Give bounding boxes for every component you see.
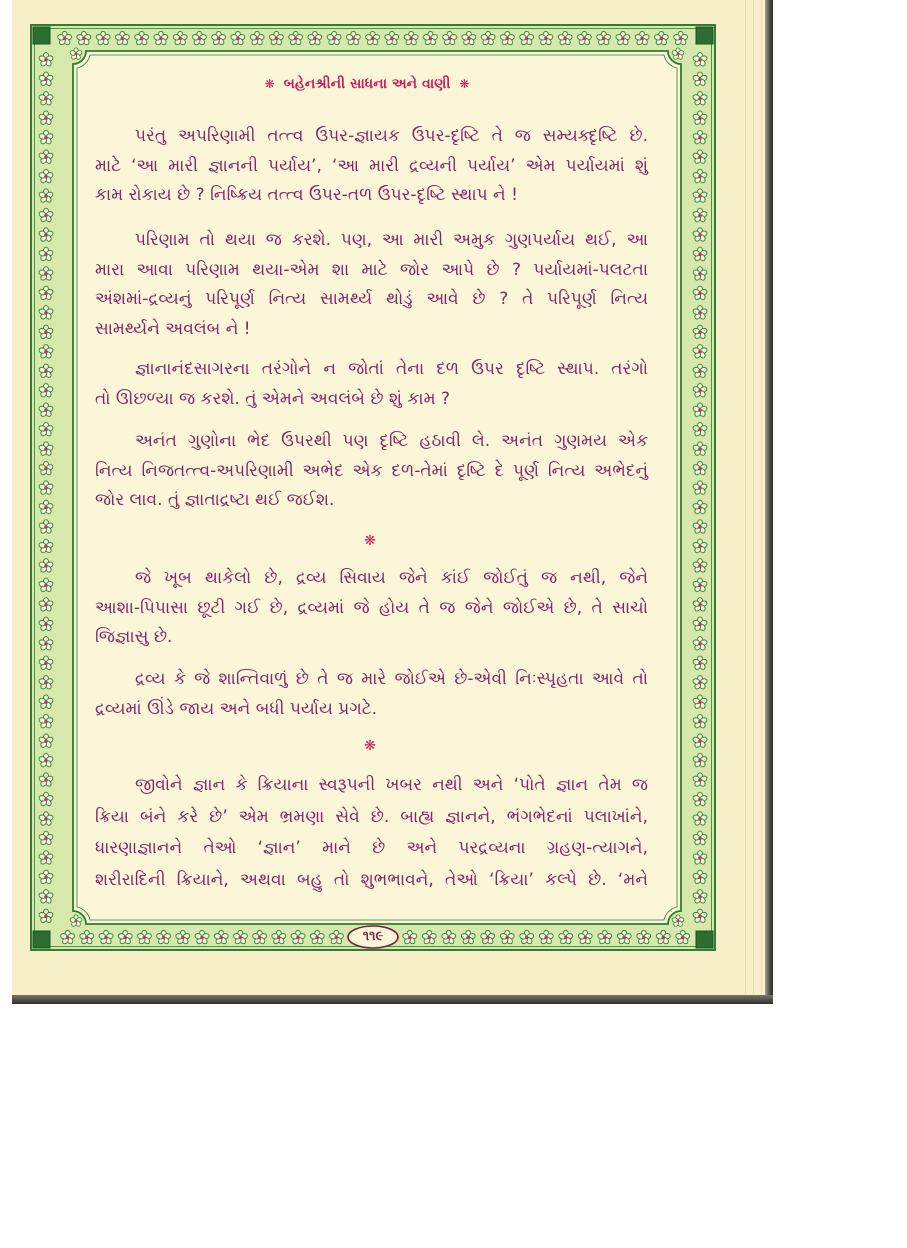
corner-square-top-right <box>696 27 713 44</box>
corner-square-bottom-left <box>33 931 50 948</box>
flower-band-bottom-right <box>400 927 693 948</box>
running-header <box>167 73 567 95</box>
paragraph <box>95 564 648 653</box>
paragraph <box>95 427 648 516</box>
corner-square-bottom-right <box>696 931 713 948</box>
paragraph <box>95 122 648 211</box>
paragraph <box>95 770 648 896</box>
text-line: માટે ‘આ મારી જ્ઞાનની પર્યાય’, ‘આ મારી દ્રવ્યની પર્યાય’ એમ પર્યાયમાં શું <box>95 155 648 176</box>
text-line: નિત્ય નિજતત્ત્વ-અપરિણામી અભેદ એક દળ-તેમાં દૃષ્ટિ દે પૂર્ણ નિત્ય અભેદનું <box>95 460 648 481</box>
flower-band-right <box>689 50 711 926</box>
text-line: ક્રિયા બંને કરે છે’ એમ ભ્રમણા સેવે છે. બાહ્ય જ્ઞાનને, ભંગભેદનાં પલાખાંને, <box>95 806 648 827</box>
text-line: જ્ઞાનાનંદસાગરના તરંગોને ન જોતાં તેના દળ ઉપર દૃષ્ટિ સ્થાપ. તરંગો <box>135 359 648 379</box>
flower-band-left <box>35 50 57 926</box>
text-line: ધારણાજ્ઞાનને તેઓ ‘જ્ઞાન’ માને છે અને પરદ્રવ્યના ગ્રહણ-ત્યાગને, <box>95 838 648 858</box>
text-line: મારા આવા પરિણામ થયા-એમ શા માટે જોર આપે છે ? પર્યાયમાં-પલટતા <box>95 259 648 280</box>
text-line: શરીરાદિની ક્રિયાને, અથવા બહુ તો શુભભાવને, તેઓ ‘ક્રિયા’ કલ્પે છે. ‘મને <box>95 869 648 890</box>
text-line: જિજ્ઞાસુ છે. <box>95 627 173 647</box>
text-line: જે ખૂબ થાકેલો છે, દ્રવ્ય સિવાય જેને કાંઈ જોઈતું જ નથી, જેને <box>135 568 648 588</box>
text-line: જોર લાવ. તું જ્ઞાતાદ્રષ્ટા થઈ જઈશ. <box>95 490 335 510</box>
page-number: ૧૧૯ <box>362 929 384 944</box>
header-ornament-left-icon: ❋ <box>264 77 275 91</box>
text-line: અંશમાં-દ્રવ્યનું પરિપૂર્ણ નિત્ય સામર્થ્ય થોડું આવે છે ? તે પરિપૂર્ણ નિત્ય <box>95 289 648 309</box>
text-line: કામ રોકાય છે ? નિષ્ક્રિય તત્ત્વ ઉપર-તળ ઉપર-દૃષ્ટિ સ્થાપ ને ! <box>95 185 518 205</box>
text-line: સામર્થ્યને અવલંબ ને ! <box>95 318 251 339</box>
text-line: પરંતુ અપરિણામી તત્ત્વ ઉપર-જ્ઞાયક ઉપર-દૃષ્ટિ તે જ સમ્યક્દૃષ્ટિ છે. <box>135 126 648 146</box>
header-title: બહેનશ્રીની સાધના અને વાણી <box>283 76 451 92</box>
text-line: તો ઊછળ્યા જ કરશે. તું એમને અવલંબે છે શું કામ ? <box>95 388 450 409</box>
text-line: જીવોને જ્ઞાન કે ક્રિયાના સ્વરૂપની ખબર નથી અને ‘પોતે જ્ઞાન તેમ જ <box>135 775 648 795</box>
text-line: દ્રવ્યમાં ઊંડે જાય અને બધી પર્યાય પ્રગટે. <box>95 698 378 719</box>
flower-band-top <box>55 28 690 49</box>
text-line: અનંત ગુણોના ભેદ ઉપરથી પણ દૃષ્ટિ હઠાવી લે. અનંત ગુણમય એક <box>135 431 648 451</box>
paragraph <box>95 226 648 344</box>
paragraph <box>95 665 648 724</box>
header-ornament-right-icon: ❋ <box>459 77 470 91</box>
section-separator-icon: ❋ <box>364 533 376 549</box>
text-line: દ્રવ્ય કે જે શાન્તિવાળું છે તે જ મારે જોઈએ છે-એવી નિઃસ્પૃહતા આવે તો <box>135 669 648 689</box>
flower-band-bottom-left <box>58 927 346 948</box>
paragraph <box>95 355 648 414</box>
corner-square-top-left <box>33 27 50 44</box>
text-line: પરિણામ તો થયા જ કરશે. પણ, આ મારી અમુક ગુણપર્યાય થઈ, આ <box>135 230 648 250</box>
section-separator-icon: ❋ <box>364 738 376 754</box>
text-line: આશા-પિપાસા છૂટી ગઈ છે, દ્રવ્યમાં જે હોય તે જ જેને જોઈએ છે, તે સાચો <box>95 597 648 618</box>
